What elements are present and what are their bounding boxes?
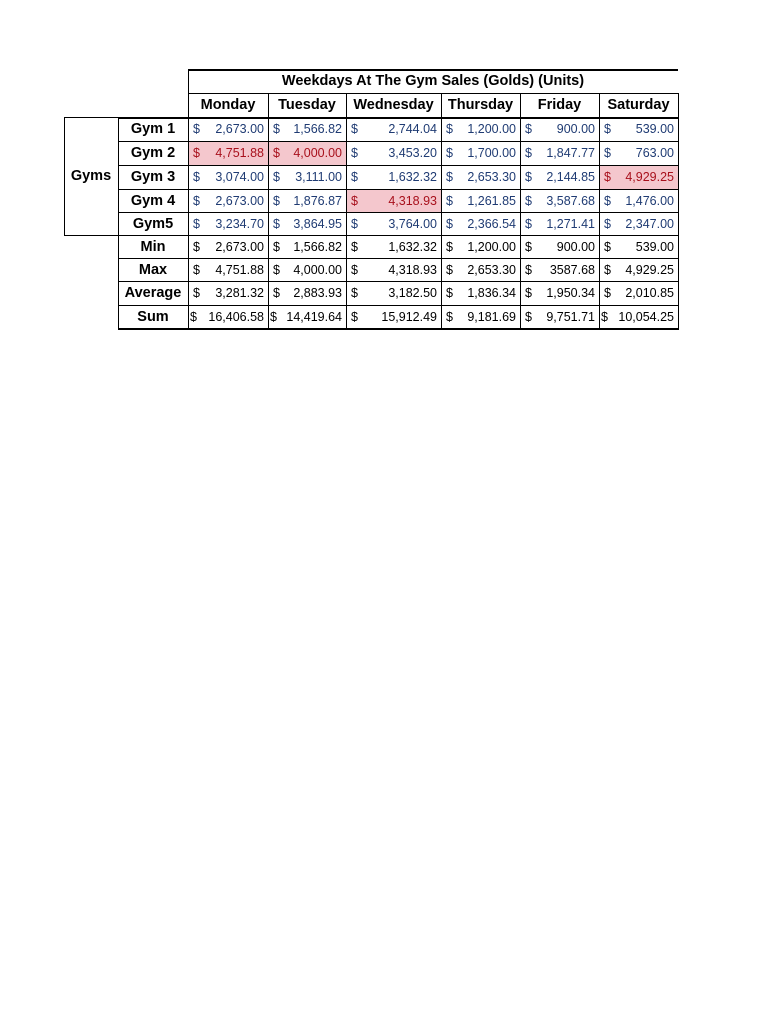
cell-value: 4,318.93 — [388, 262, 437, 277]
currency-symbol: $ — [273, 286, 280, 300]
stat-value-cell[interactable] — [599, 258, 678, 281]
cell-value: 4,000.00 — [293, 262, 342, 277]
currency-symbol: $ — [273, 262, 280, 277]
currency-symbol: $ — [525, 216, 532, 231]
gym-value-cell[interactable] — [188, 189, 268, 212]
gym-value-cell[interactable] — [441, 212, 520, 235]
currency-symbol: $ — [604, 170, 611, 184]
row-label-sum: Sum — [137, 308, 169, 325]
gym-value-cell[interactable] — [268, 189, 346, 212]
cell-value: 10,054.25 — [618, 309, 674, 324]
currency-symbol: $ — [351, 146, 358, 160]
cell-value: 3,111.00 — [295, 170, 342, 184]
cell-value: 3,281.32 — [215, 286, 264, 300]
currency-symbol: $ — [604, 262, 611, 277]
stat-value-cell[interactable] — [441, 305, 520, 328]
gym-value-cell[interactable] — [188, 165, 268, 189]
gym-value-cell[interactable] — [441, 117, 520, 141]
grid-line — [678, 93, 679, 329]
cell-value: 4,929.25 — [625, 170, 674, 184]
day-header-wednesday[interactable]: Wednesday — [353, 97, 434, 113]
gym-value-cell[interactable] — [268, 165, 346, 189]
currency-symbol: $ — [273, 216, 280, 231]
day-header-thursday[interactable]: Thursday — [447, 97, 514, 113]
currency-symbol: $ — [273, 170, 280, 184]
cell-value: 1,261.85 — [467, 193, 516, 208]
gym-value-cell[interactable] — [599, 141, 678, 165]
cell-value: 4,318.93 — [388, 193, 437, 208]
cell-value: 2,883.93 — [293, 286, 342, 300]
currency-symbol: $ — [604, 239, 611, 254]
cell-value: 1,200.00 — [467, 239, 516, 254]
cell-value: 9,181.69 — [467, 309, 516, 324]
currency-symbol: $ — [446, 170, 453, 184]
cell-value: 4,000.00 — [293, 146, 342, 160]
currency-symbol: $ — [193, 239, 200, 254]
cell-value: 1,566.82 — [293, 122, 342, 136]
cell-value: 2,653.30 — [467, 262, 516, 277]
cell-value: 3,453.20 — [388, 146, 437, 160]
grid-line — [599, 93, 600, 329]
currency-symbol: $ — [273, 122, 280, 136]
currency-symbol: $ — [604, 286, 611, 300]
grid-line — [188, 69, 678, 71]
stat-value-cell[interactable] — [268, 235, 346, 258]
cell-value: 9,751.71 — [546, 309, 595, 324]
cell-value: 4,929.25 — [625, 262, 674, 277]
cell-value: 900.00 — [556, 239, 595, 254]
cell-value: 3,182.50 — [388, 286, 437, 300]
gym-value-cell[interactable] — [599, 117, 678, 141]
grid-line — [346, 93, 347, 329]
stat-value-cell[interactable] — [188, 235, 268, 258]
cell-value: 16,406.58 — [208, 309, 264, 324]
cell-value: 3,764.00 — [388, 216, 437, 231]
gym-value-cell[interactable] — [188, 117, 268, 141]
currency-symbol: $ — [604, 216, 611, 231]
cell-value: 1,950.34 — [546, 286, 595, 300]
currency-symbol: $ — [351, 216, 358, 231]
cell-value: 1,476.00 — [625, 193, 674, 208]
stat-value-cell[interactable] — [520, 235, 599, 258]
grid-line — [118, 117, 119, 329]
cell-value: 4,751.88 — [215, 262, 264, 277]
cell-value: 3,234.70 — [215, 216, 264, 231]
grid-line — [64, 117, 118, 118]
currency-symbol: $ — [193, 146, 200, 160]
cell-value: 2,673.00 — [215, 122, 264, 136]
grid-line — [118, 258, 679, 259]
stat-value-cell[interactable] — [346, 235, 441, 258]
stat-value-cell[interactable] — [520, 305, 599, 328]
cell-value: 539.00 — [635, 122, 674, 136]
cell-value: 1,566.82 — [293, 239, 342, 254]
row-label-gym-4: Gym 4 — [130, 192, 176, 209]
gym-value-cell[interactable] — [520, 212, 599, 235]
cell-value: 2,673.00 — [215, 239, 264, 254]
grid-line — [118, 165, 679, 166]
currency-symbol: $ — [525, 122, 532, 136]
currency-symbol: $ — [193, 122, 200, 136]
gym-value-cell[interactable] — [346, 165, 441, 189]
cell-value: 1,271.41 — [546, 216, 595, 231]
currency-symbol: $ — [446, 239, 453, 254]
grid-line — [118, 328, 679, 330]
gym-value-cell[interactable] — [520, 189, 599, 212]
currency-symbol: $ — [351, 170, 358, 184]
stat-value-cell[interactable] — [346, 305, 441, 328]
row-label-average: Average — [124, 285, 182, 301]
cell-value: 900.00 — [556, 122, 595, 136]
cell-value: 4,751.88 — [215, 146, 264, 160]
currency-symbol: $ — [351, 309, 358, 324]
cell-value: 763.00 — [635, 146, 674, 160]
cell-value: 2,366.54 — [467, 216, 516, 231]
cell-value: 1,847.77 — [546, 146, 595, 160]
gym-value-cell[interactable] — [188, 141, 268, 165]
stat-value-cell[interactable] — [441, 235, 520, 258]
stat-value-cell[interactable] — [188, 305, 268, 328]
currency-symbol: $ — [273, 146, 280, 160]
row-label-gym5: Gym5 — [132, 215, 174, 232]
gym-value-cell[interactable] — [188, 212, 268, 235]
row-label-gym-1: Gym 1 — [130, 121, 176, 137]
cell-value: 2,744.04 — [388, 122, 437, 136]
gym-value-cell[interactable] — [599, 189, 678, 212]
grid-line — [441, 93, 442, 329]
grid-line — [64, 235, 118, 236]
stat-value-cell[interactable] — [599, 305, 678, 328]
gym-value-cell[interactable] — [346, 189, 441, 212]
cell-value: 1,200.00 — [467, 122, 516, 136]
currency-symbol: $ — [446, 286, 453, 300]
day-header-saturday[interactable]: Saturday — [607, 97, 670, 113]
cell-value: 1,632.32 — [388, 170, 437, 184]
currency-symbol: $ — [193, 170, 200, 184]
gym-value-cell[interactable] — [520, 117, 599, 141]
stat-value-cell[interactable] — [520, 281, 599, 305]
gym-value-cell[interactable] — [268, 117, 346, 141]
currency-symbol: $ — [525, 170, 532, 184]
gym-value-cell[interactable] — [441, 165, 520, 189]
gym-value-cell[interactable] — [599, 165, 678, 189]
currency-symbol: $ — [351, 193, 358, 208]
table-title: Weekdays At The Gym Sales (Golds) (Units) — [281, 73, 585, 89]
currency-symbol: $ — [351, 262, 358, 277]
currency-symbol: $ — [446, 262, 453, 277]
gym-value-cell[interactable] — [268, 212, 346, 235]
cell-value: 539.00 — [635, 239, 674, 254]
currency-symbol: $ — [525, 193, 532, 208]
currency-symbol: $ — [351, 122, 358, 136]
cell-value: 3,074.00 — [215, 170, 264, 184]
grid-line — [188, 69, 189, 329]
stat-value-cell[interactable] — [268, 281, 346, 305]
gym-value-cell[interactable] — [346, 117, 441, 141]
cell-value: 2,347.00 — [625, 216, 674, 231]
cell-value: 1,700.00 — [467, 146, 516, 160]
currency-symbol: $ — [525, 286, 532, 300]
cell-value: 1,632.32 — [388, 239, 437, 254]
currency-symbol: $ — [273, 239, 280, 254]
currency-symbol: $ — [193, 193, 200, 208]
gym-value-cell[interactable] — [268, 141, 346, 165]
grid-line — [118, 117, 679, 119]
cell-value: 2,653.30 — [467, 170, 516, 184]
grid-line — [118, 235, 679, 236]
row-label-max: Max — [138, 261, 168, 278]
currency-symbol: $ — [601, 309, 608, 324]
day-header-tuesday[interactable]: Tuesday — [278, 97, 336, 113]
stat-value-cell[interactable] — [599, 281, 678, 305]
grid-line — [118, 141, 679, 142]
currency-symbol: $ — [604, 122, 611, 136]
gym-value-cell[interactable] — [346, 212, 441, 235]
group-label-gyms: Gyms — [70, 168, 112, 184]
cell-value: 14,419.64 — [286, 309, 342, 324]
cell-value: 1,876.87 — [293, 193, 342, 208]
grid-line — [64, 117, 65, 236]
row-label-gym-3: Gym 3 — [130, 169, 176, 185]
stat-value-cell[interactable] — [268, 258, 346, 281]
gym-value-cell[interactable] — [346, 141, 441, 165]
currency-symbol: $ — [525, 309, 532, 324]
stat-value-cell[interactable] — [441, 281, 520, 305]
currency-symbol: $ — [193, 262, 200, 277]
cell-value: 3,864.95 — [293, 216, 342, 231]
stat-value-cell[interactable] — [599, 235, 678, 258]
cell-value: 15,912.49 — [381, 309, 437, 324]
cell-value: 2,144.85 — [546, 170, 595, 184]
day-header-friday[interactable]: Friday — [537, 97, 582, 113]
currency-symbol: $ — [446, 122, 453, 136]
grid-line — [118, 189, 679, 190]
currency-symbol: $ — [525, 146, 532, 160]
currency-symbol: $ — [525, 262, 532, 277]
stat-value-cell[interactable] — [441, 258, 520, 281]
grid-line — [520, 93, 521, 329]
cell-value: 3,587.68 — [546, 193, 595, 208]
currency-symbol: $ — [193, 286, 200, 300]
stat-value-cell[interactable] — [268, 305, 346, 328]
day-header-monday[interactable]: Monday — [200, 97, 256, 113]
grid-line — [118, 212, 679, 213]
currency-symbol: $ — [446, 193, 453, 208]
currency-symbol: $ — [273, 193, 280, 208]
currency-symbol: $ — [270, 309, 277, 324]
grid-line — [268, 93, 269, 329]
stat-value-cell[interactable] — [520, 258, 599, 281]
stat-value-cell[interactable] — [188, 258, 268, 281]
currency-symbol: $ — [190, 309, 197, 324]
gym-value-cell[interactable] — [599, 212, 678, 235]
currency-symbol: $ — [446, 146, 453, 160]
currency-symbol: $ — [446, 216, 453, 231]
cell-value: 3587.68 — [549, 262, 595, 277]
grid-line — [118, 281, 679, 282]
stat-value-cell[interactable] — [188, 281, 268, 305]
currency-symbol: $ — [604, 146, 611, 160]
cell-value: 1,836.34 — [467, 286, 516, 300]
cell-value: 2,673.00 — [215, 193, 264, 208]
stat-value-cell[interactable] — [346, 281, 441, 305]
cell-value: 2,010.85 — [625, 286, 674, 300]
gym-value-cell[interactable] — [441, 189, 520, 212]
gym-value-cell[interactable] — [520, 165, 599, 189]
currency-symbol: $ — [351, 286, 358, 300]
gym-value-cell[interactable] — [520, 141, 599, 165]
currency-symbol: $ — [604, 193, 611, 208]
row-label-min: Min — [140, 238, 166, 255]
currency-symbol: $ — [351, 239, 358, 254]
currency-symbol: $ — [446, 309, 453, 324]
currency-symbol: $ — [193, 216, 200, 231]
grid-line — [188, 93, 679, 94]
row-label-gym-2: Gym 2 — [130, 145, 176, 161]
currency-symbol: $ — [525, 239, 532, 254]
stat-value-cell[interactable] — [346, 258, 441, 281]
grid-line — [118, 305, 679, 306]
gym-value-cell[interactable] — [441, 141, 520, 165]
